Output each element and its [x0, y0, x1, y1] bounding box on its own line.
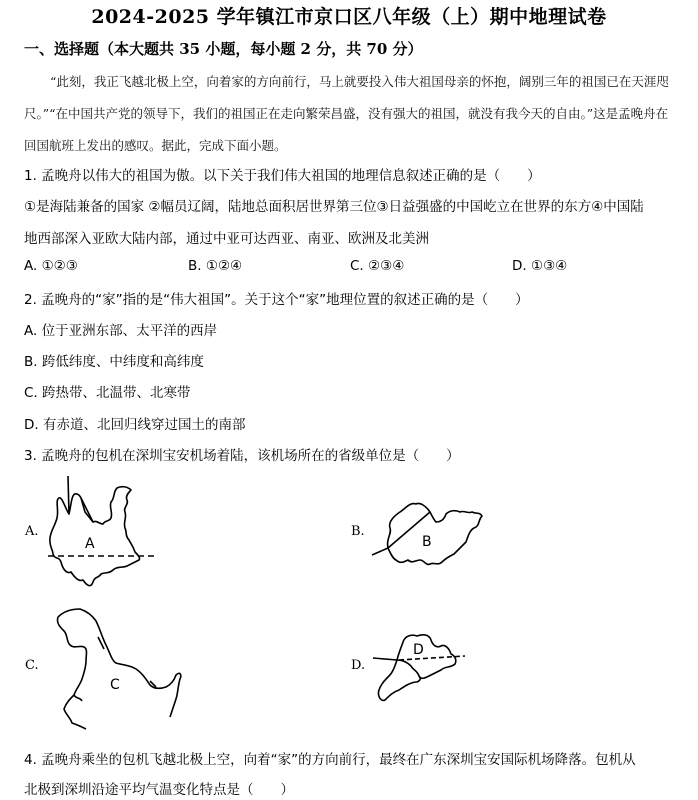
question-4-stem-line2: 北极到深圳沿途平均气温变化特点是（ ） — [24, 782, 294, 798]
question-2-stem: 2. 孟晚舟的“家”指的是“伟大祖国”。关于这个“家”地理位置的叙述正确的是（ ） — [24, 292, 529, 308]
question-1-option-b[interactable]: B. ①②④ — [188, 258, 243, 274]
question-3-stem: 3. 孟晚舟的包机在深圳宝安机场着陆，该机场所在的省级单位是（ ） — [24, 448, 460, 464]
question-1-stem: 1. 孟晚舟以伟大的祖国为傲。以下关于我们伟大祖国的地理信息叙述正确的是（ ） — [24, 168, 541, 184]
svg-text:A: A — [85, 536, 95, 552]
question-1-option-d[interactable]: D. ①③④ — [512, 258, 568, 274]
section-heading: 一、选择题（本大题共 35 小题，每小题 2 分，共 70 分） — [24, 40, 423, 58]
map-shandong-outline — [370, 500, 490, 570]
question-1-statements-line1: ①是海陆兼备的国家 ②幅员辽阔，陆地总面积居世界第三位③日益强盛的中国屹立在世界的东方④中国陆 — [24, 199, 644, 215]
question-3-option-b[interactable]: B. — [351, 524, 365, 539]
map-guangdong-outline — [375, 630, 475, 705]
question-4-stem-line1: 4. 孟晚舟乘坐的包机飞越北极上空，向着“家”的方向前行，最终在广东深圳宝安国际机场降落。包机从 — [24, 752, 636, 768]
question-3-option-a[interactable]: A. — [25, 524, 39, 539]
question-2-option-a[interactable]: A. 位于亚洲东部、太平洋的西岸 — [24, 323, 218, 339]
question-1-option-a[interactable]: A. ①②③ — [24, 258, 78, 274]
question-3-option-d[interactable]: D. — [351, 658, 366, 673]
map-heilongjiang-outline — [50, 605, 185, 730]
svg-text:B: B — [422, 534, 432, 550]
svg-text:D: D — [413, 642, 424, 658]
exam-title: 2024-2025 学年镇江市京口区八年级（上）期中地理试卷 — [91, 6, 607, 28]
question-2-option-c[interactable]: C. 跨热带、北温带、北寒带 — [24, 385, 191, 401]
reading-passage: “此刻，我正飞越北极上空，向着家的方向前行，马上就要投入伟大祖国母亲的怀抱，阔别三年的祖国已在天涯咫尺。”“在中国共产党的领导下，我们的祖国正在走向繁荣昌盛，没有强大的祖国，就没有我今天的自由。”这是孟晚舟在回国航班上发出的感叹。据此，完成下面小题。 — [24, 74, 669, 153]
question-2-option-d[interactable]: D. 有赤道、北回归线穿过国土的南部 — [24, 417, 246, 433]
map-yunnan-outline — [45, 474, 160, 589]
question-1-statements-line2: 地西部深入亚欧大陆内部，通过中亚可达西亚、南亚、欧洲及北美洲 — [24, 231, 429, 247]
question-3-option-c[interactable]: C. — [25, 658, 39, 673]
question-2-option-b[interactable]: B. 跨低纬度、中纬度和高纬度 — [24, 354, 204, 370]
svg-text:C: C — [110, 677, 120, 693]
question-1-option-c[interactable]: C. ②③④ — [350, 258, 405, 274]
